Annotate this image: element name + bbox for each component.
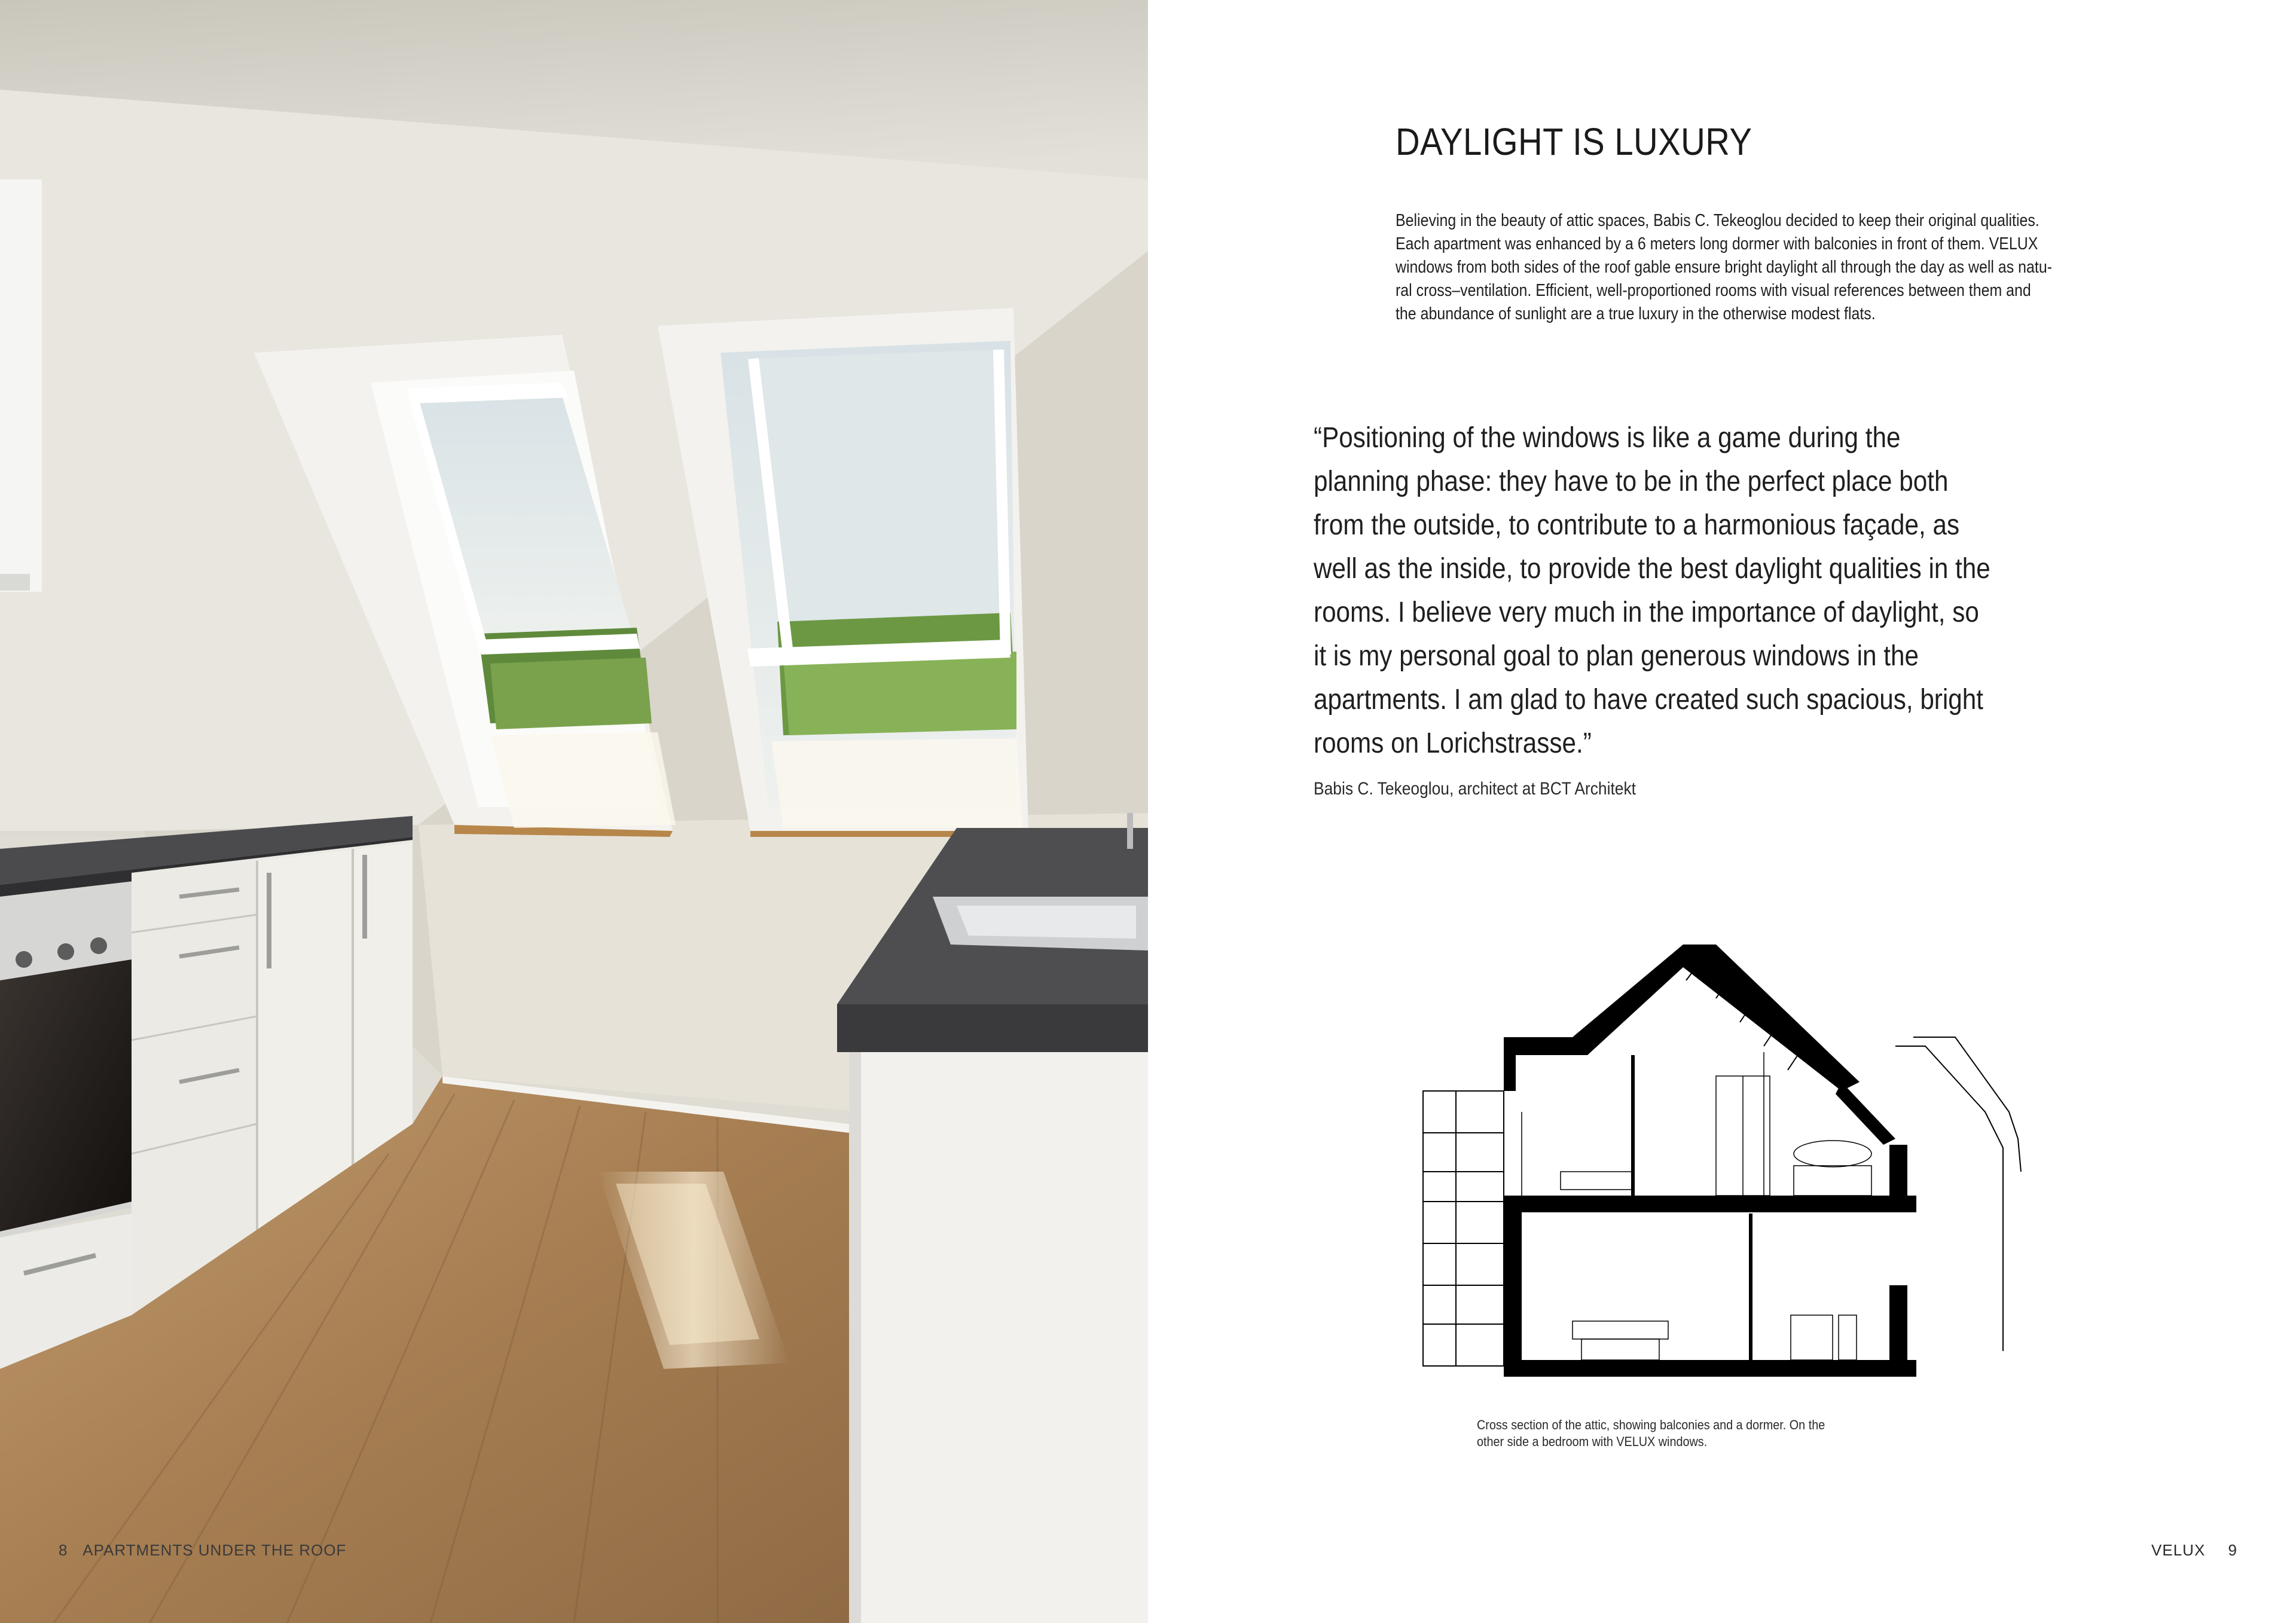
cross-section-drawing	[1393, 933, 2027, 1393]
brand-name: VELUX	[2151, 1541, 2206, 1559]
folio-left	[59, 1541, 346, 1560]
intro-paragraph: Believing in the beauty of attic spaces, Babis C. Tekeoglou decided to keep their original qualities.	[1396, 211, 2039, 230]
architect-quote: “Positioning of the windows is like a game during the planning phase: they have to be in the perfect place both from the outside, to contribute to a harmonious façade, as well as the inside, to provide the best daylight qualities in the rooms. I believe very much in the importance of daylight, so it is my personal goal to plan generous windows in the apartments. I am glad to have created such spacious, bright rooms on Lorichstrasse.”	[1314, 422, 1990, 759]
page-number-right: 9	[2228, 1541, 2237, 1559]
page-number-left: 8	[59, 1541, 68, 1559]
folio-right	[2151, 1541, 2237, 1560]
quote-attribution: Babis C. Tekeoglou, architect at BCT Architekt	[1314, 779, 1636, 799]
section-title: APARTMENTS UNDER THE ROOF	[83, 1541, 347, 1559]
intro-paragraph: Each apartment was enhanced by a 6 meters long dormer with balconies in front of them. VELUX windows from both sides of the roof gable ensure bright daylight all through the day as well as natu-ral cross–ventilation. Efficient, well-proportioned rooms with visual references between them and the abundance of sunlight are a true luxury in the otherwise modest flats.	[1396, 234, 2053, 323]
page-heading: DAYLIGHT IS LUXURY	[1396, 120, 1752, 163]
caption-line: other side a bedroom with VELUX windows.	[1477, 1434, 1708, 1449]
caption-line: Cross section of the attic, showing balconies and a dormer. On the	[1477, 1417, 1825, 1432]
intro-text	[1396, 209, 2054, 326]
figure-caption	[1477, 1417, 1897, 1450]
